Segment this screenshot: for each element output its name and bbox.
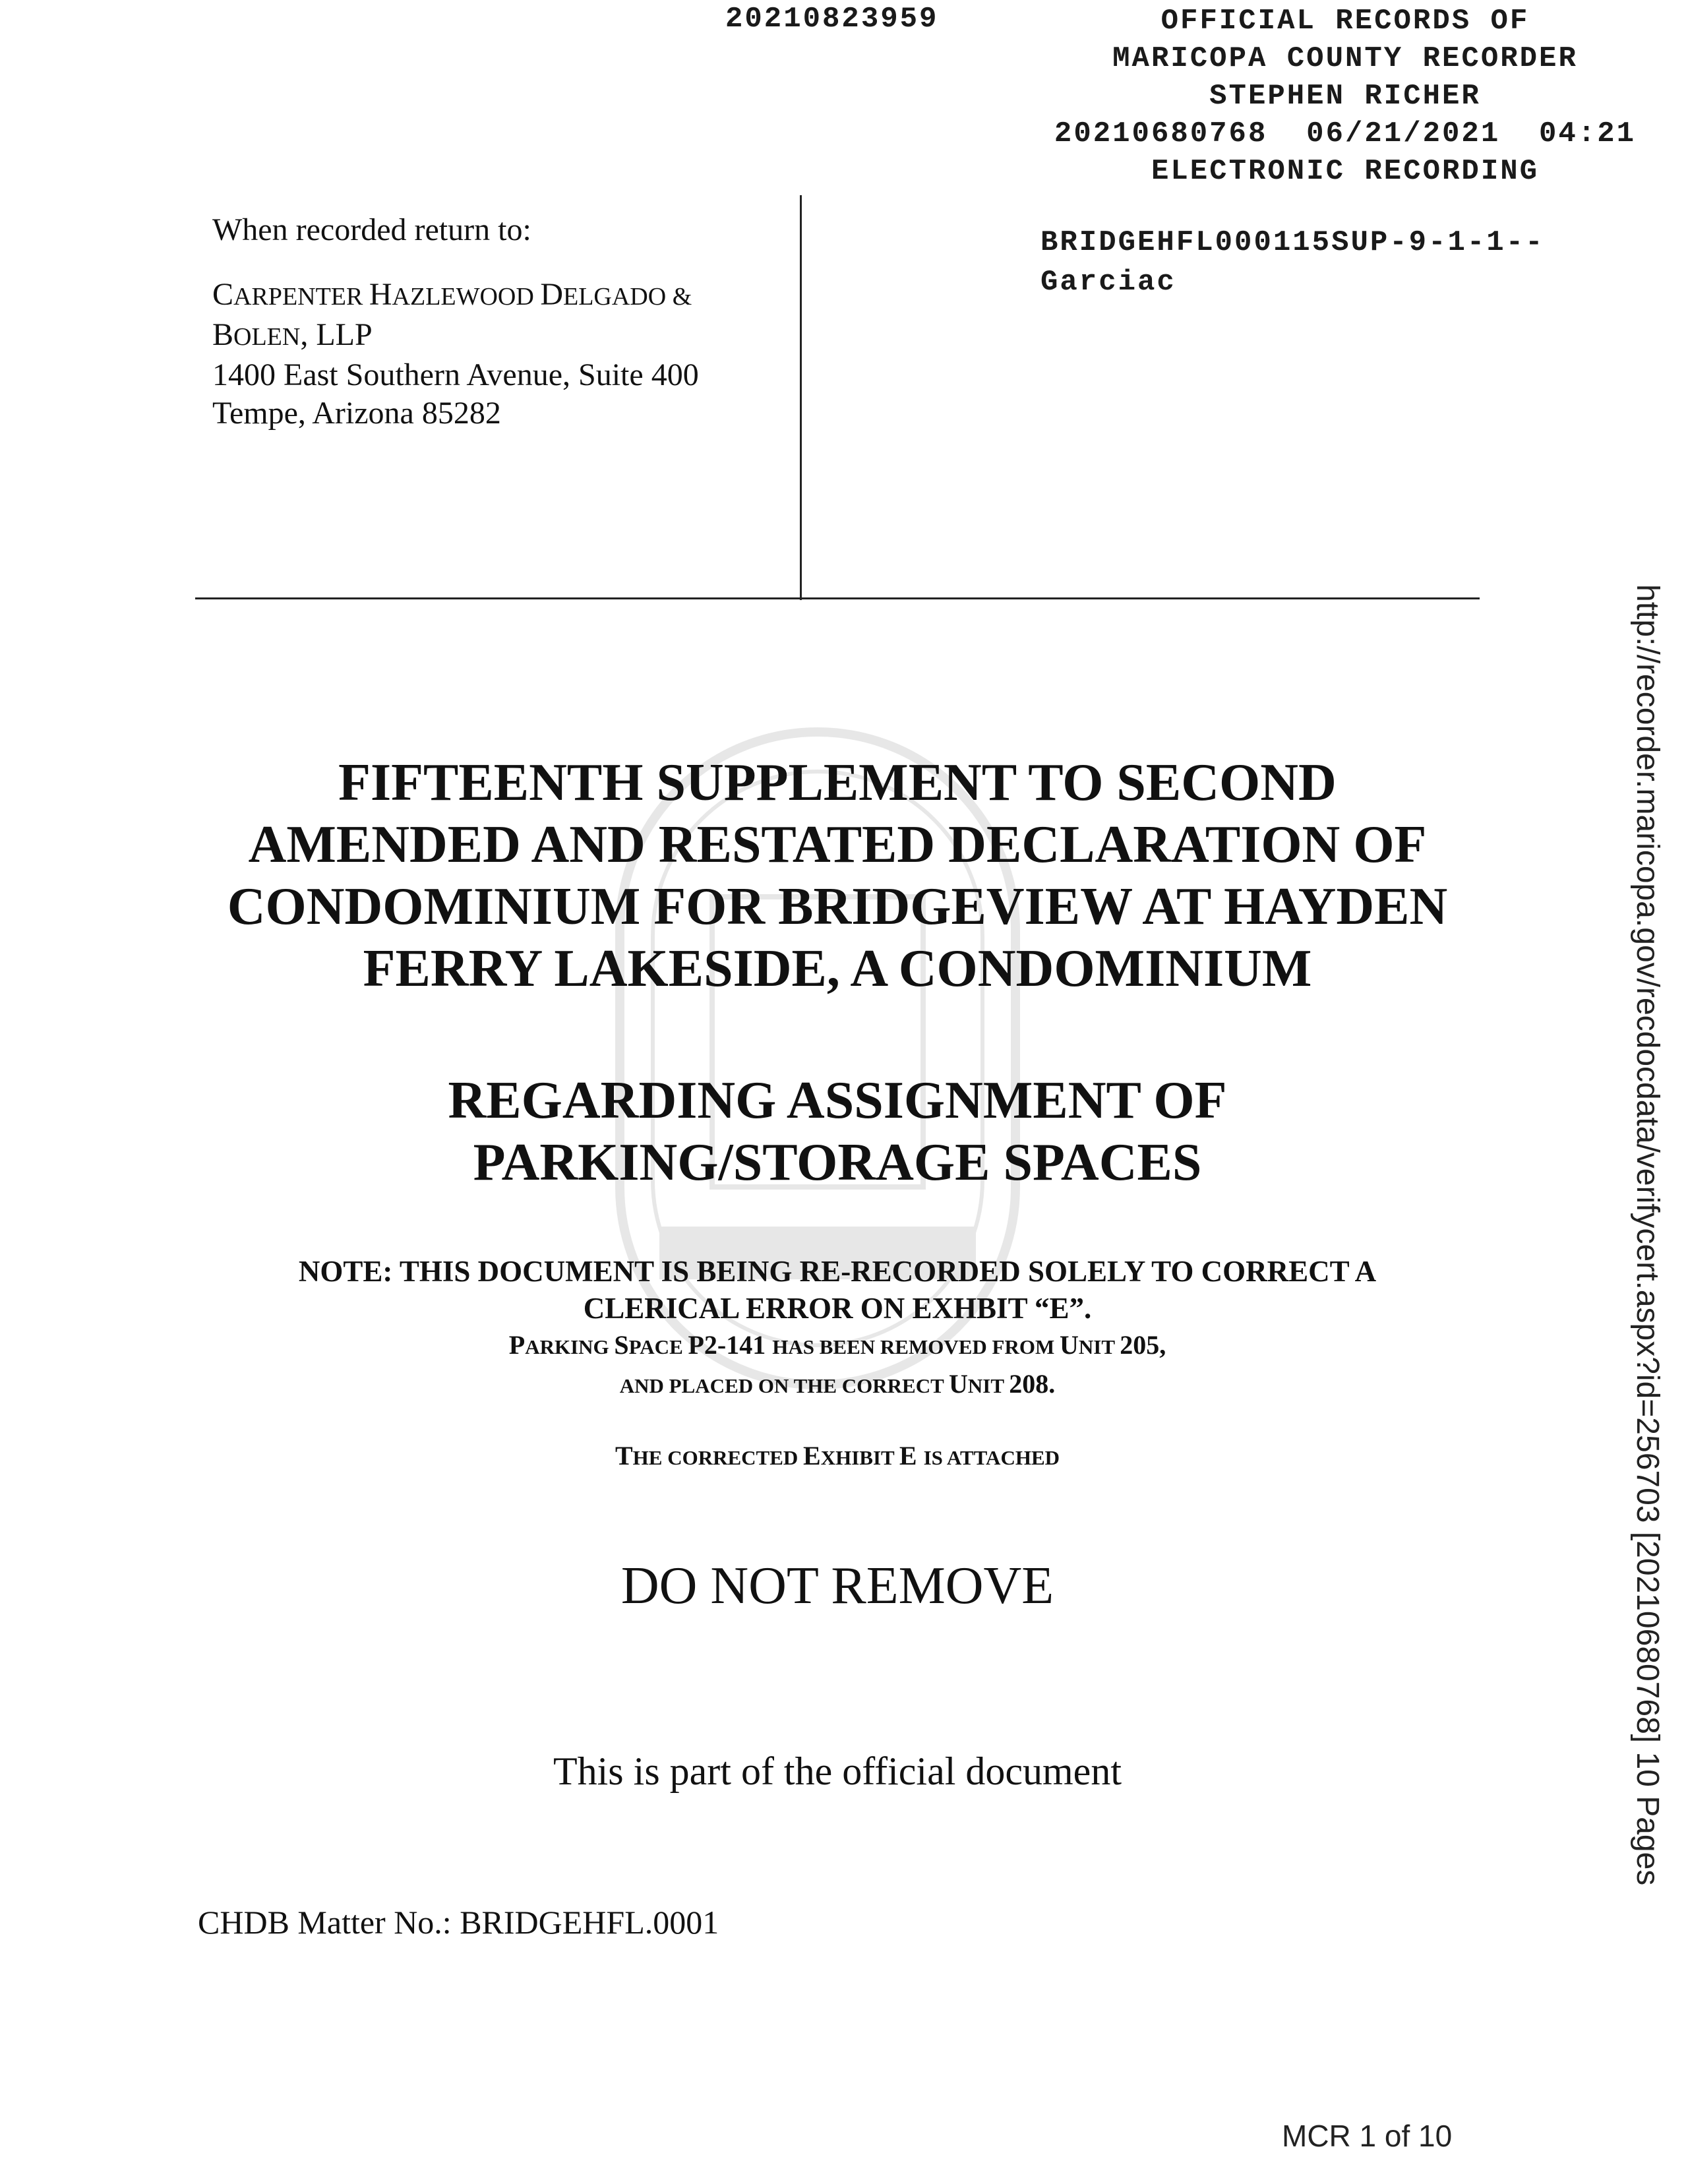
page-counter: MCR 1 of 10 <box>1282 2119 1453 2153</box>
recorder-line-name: STEPHEN RICHER <box>1209 80 1481 113</box>
address-line1: 1400 East Southern Avenue, Suite 400 <box>212 357 699 392</box>
subtitle-line: REGARDING ASSIGNMENT OF <box>448 1072 1227 1130</box>
note-line: NOTE: THIS DOCUMENT IS BEING RE-RECORDED SOLELY TO CORRECT A <box>298 1255 1377 1288</box>
title-line: AMENDED AND RESTATED DECLARATION OF <box>248 816 1427 874</box>
vertical-divider <box>800 195 802 600</box>
document-subtitle <box>119 1070 1556 1194</box>
recorder-line-county: MARICOPA COUNTY RECORDER <box>1112 42 1578 75</box>
reference-code-line1: BRIDGEHFL000115SUP-9-1-1-- <box>1040 226 1545 259</box>
note-line: AND PLACED ON THE CORRECT UNIT 208. <box>619 1369 1056 1399</box>
title-line: CONDOMINIUM FOR BRIDGEVIEW AT HAYDEN <box>227 878 1448 936</box>
reference-code <box>1040 223 1545 302</box>
address-line2: Tempe, Arizona 85282 <box>212 396 501 431</box>
firm-name-line2: BOLEN, LLP <box>212 317 373 352</box>
recorder-line-number-date: 20210680768 06/21/2021 04:21 <box>1054 117 1637 150</box>
return-label: When recorded return to: <box>212 212 531 247</box>
verification-url: http://recorder.maricopa.gov/recdocdata/verifycert.aspx?id=256703 [20210680768] 10 Pages <box>1630 584 1665 1886</box>
horizontal-divider <box>195 597 1480 599</box>
firm-name-line1: CARPENTER HAZLEWOOD DELGADO & <box>212 277 692 312</box>
official-document-statement: This is part of the official document <box>553 1749 1122 1793</box>
document-title <box>119 752 1556 1000</box>
recorder-line-official: OFFICIAL RECORDS OF <box>1160 5 1530 38</box>
document-number: 20210823959 <box>725 3 939 36</box>
recorder-line-electronic: ELECTRONIC RECORDING <box>1151 155 1540 188</box>
recorder-stamp <box>1029 3 1662 191</box>
subtitle-line: PARKING/STORAGE SPACES <box>473 1134 1202 1192</box>
note-line: PARKING SPACE P2-141 HAS BEEN REMOVED FROM UNIT 205, <box>508 1330 1166 1360</box>
rerecording-note <box>132 1253 1543 1476</box>
title-line: FIFTEENTH SUPPLEMENT TO SECOND <box>338 754 1337 812</box>
note-corrected-exhibit: THE CORRECTED EXHIBIT E IS ATTACHED <box>615 1441 1060 1471</box>
return-address-block <box>212 211 699 433</box>
note-line: CLERICAL ERROR ON EXHBIT “E”. <box>583 1292 1092 1325</box>
title-line: FERRY LAKESIDE, A CONDOMINIUM <box>363 940 1312 998</box>
do-not-remove-notice: DO NOT REMOVE <box>620 1557 1054 1615</box>
reference-code-line2: Garciac <box>1040 266 1176 299</box>
matter-number: CHDB Matter No.: BRIDGEHFL.0001 <box>198 1904 719 1941</box>
